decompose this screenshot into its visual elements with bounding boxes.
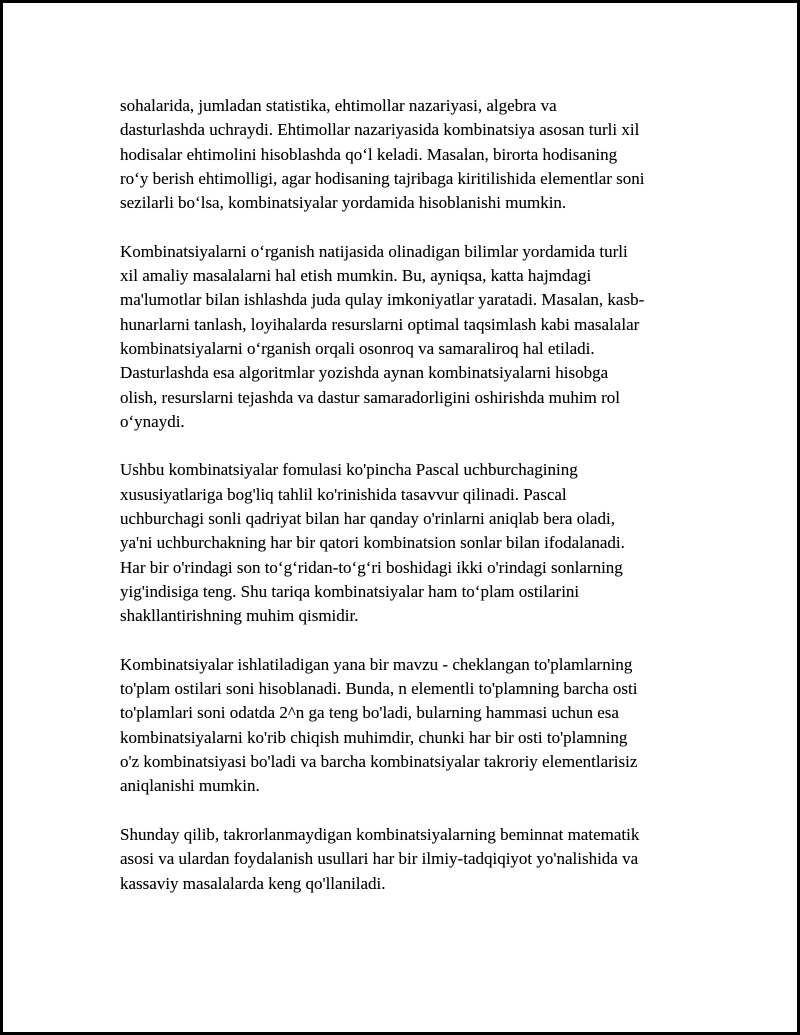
text-line: Ushbu kombinatsiyalar fomulasi ko'pincha Pascal uchburchagining [120,460,578,480]
text-line: yig'indisiga teng. Shu tariqa kombinatsiyalar ham to‘plam ostilarini [120,581,580,601]
text-line: kassaviy masalalarda keng qo'llaniladi. [120,873,386,893]
paragraph-3 [120,458,695,628]
text-line: Kombinatsiyalar ishlatiladigan yana bir mavzu - cheklangan to'plamlarning [120,654,633,674]
paragraph-5 [120,823,695,896]
paragraph-2 [120,240,695,434]
text-line: ma'lumotlar bilan ishlashda juda qulay imkoniyatlar yaratadi. Masalan, kasb- [120,290,645,310]
text-line: Shunday qilib, takrorlanmaydigan kombinatsiyalarning beminnat matematik [120,824,640,844]
text-line: to'plam ostilari soni hisoblanadi. Bunda, n elementli to'plamning barcha osti [120,679,638,699]
text-line: aniqlanishi mumkin. [120,776,260,796]
text-line: dasturlashda uchraydi. Ehtimollar nazariyasida kombinatsiya asosan turli xil [120,120,640,140]
paragraph-1 [120,94,695,215]
text-line: uchburchagi sonli qadriyat bilan har qanday o'rinlarni aniqlab bera oladi, [120,509,615,529]
text-line: o‘ynaydi. [120,411,185,431]
text-line: kombinatsiyalarni o‘rganish orqali osonroq va samaraliroq hal etiladi. [120,338,595,358]
text-line: Dasturlashda esa algoritmlar yozishda aynan kombinatsiyalarni hisobga [120,363,609,383]
text-line: hunarlarni tanlash, loyihalarda resurslarni optimal taqsimlash kabi masalalar [120,314,640,334]
text-line: asosi va ulardan foydalanish usullari har bir ilmiy-tadqiqiyot yo'nalishida va [120,849,639,869]
text-line: olish, resurslarni tejashda va dastur samaradorligini oshirishda muhim rol [120,387,620,407]
text-line: Har bir o'rindagi son to‘g‘ridan-to‘g‘ri boshidagi ikki o'rindagi sonlarning [120,557,623,577]
text-line: xil amaliy masalalarni hal etish mumkin. Bu, ayniqsa, katta hajmdagi [120,266,592,286]
text-line: o'z kombinatsiyasi bo'ladi va barcha kombinatsiyalar takroriy elementlarisiz [120,752,638,772]
paragraph-4 [120,653,695,799]
text-line: ro‘y berish ehtimolligi, agar hodisaning tajribaga kiritilishida elementlar soni [120,168,645,188]
text-line: sezilarli bo‘lsa, kombinatsiyalar yordamida hisoblanishi mumkin. [120,193,567,213]
text-line: Kombinatsiyalarni o‘rganish natijasida olinadigan bilimlar yordamida turli [120,241,628,261]
document-body [120,94,695,920]
text-line: to'plamlari soni odatda 2^n ga teng bo'ladi, bularning hammasi uchun esa [120,703,619,723]
text-line: ya'ni uchburchakning har bir qatori kombinatsion sonlar bilan ifodalanadi. [120,533,625,553]
text-line: hodisalar ehtimolini hisoblashda qo‘l keladi. Masalan, birorta hodisaning [120,144,618,164]
text-line: xususiyatlariga bog'liq tahlil ko'rinishida tasavvur qilinadi. Pascal [120,484,567,504]
text-line: kombinatsiyalarni ko'rib chiqish muhimdir, chunki har bir osti to'plamning [120,727,628,747]
text-line: sohalarida, jumladan statistika, ehtimollar nazariyasi, algebra va [120,96,557,115]
text-line: shakllantirishning muhim qismidir. [120,606,359,626]
